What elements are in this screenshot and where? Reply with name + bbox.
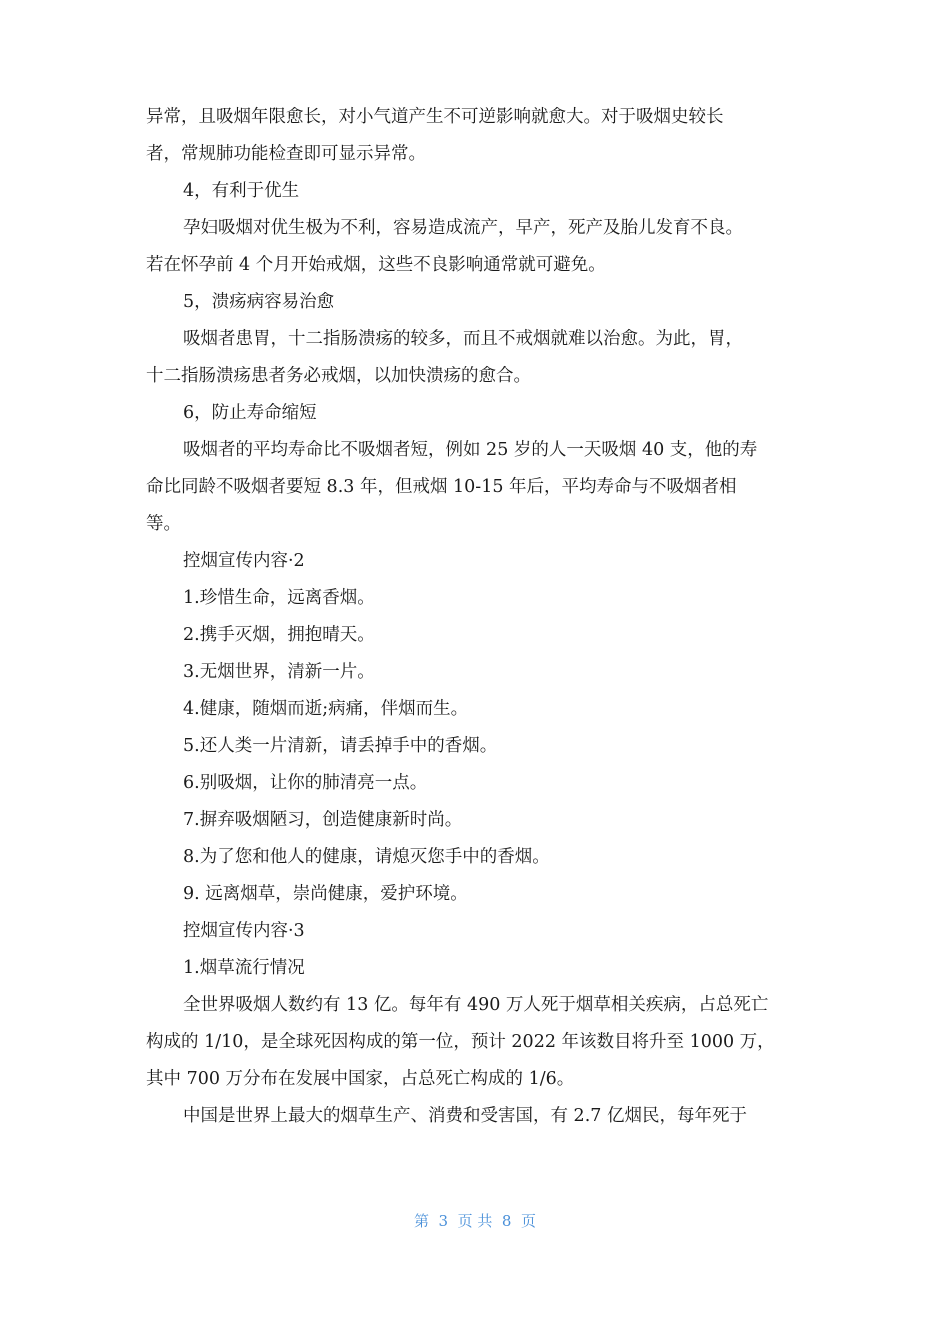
- text-line: 孕妇吸烟对优生极为不利，容易造成流产，早产，死产及胎儿发育不良。: [183, 218, 743, 238]
- text-line: 6，防止寿命缩短: [183, 403, 317, 423]
- text-line: 中国是世界上最大的烟草生产、消费和受害国，有 2.7 亿烟民，每年死于: [183, 1106, 747, 1126]
- text-line: 异常，且吸烟年限愈长，对小气道产生不可逆影响就愈大。对于吸烟史较长: [146, 107, 724, 127]
- text-line: 吸烟者患胃，十二指肠溃疡的较多，而且不戒烟就难以治愈。为此，胃，: [183, 329, 743, 349]
- text-line: 7.摒弃吸烟陋习，创造健康新时尚。: [183, 810, 463, 830]
- text-line: 全世界吸烟人数约有 13 亿。每年有 490 万人死于烟草相关疾病，占总死亡: [183, 995, 769, 1015]
- text-line: 3.无烟世界，清新一片。: [183, 662, 375, 682]
- text-line: 命比同龄不吸烟者要短 8.3 年，但戒烟 10-15 年后，平均寿命与不吸烟者相: [146, 477, 737, 497]
- text-line: 2.携手灭烟，拥抱晴天。: [183, 625, 375, 645]
- text-line: 若在怀孕前 4 个月开始戒烟，这些不良影响通常就可避免。: [146, 255, 606, 275]
- text-line: 控烟宣传内容·2: [183, 551, 305, 571]
- text-line: 9. 远离烟草，崇尚健康，爱护环境。: [183, 884, 468, 904]
- text-line: 十二指肠溃疡患者务必戒烟，以加快溃疡的愈合。: [146, 366, 531, 386]
- text-line: 等。: [146, 514, 181, 534]
- text-line: 4，有利于优生: [183, 181, 300, 201]
- text-line: 者，常规肺功能检查即可显示异常。: [146, 144, 426, 164]
- text-line: 8.为了您和他人的健康，请熄灭您手中的香烟。: [183, 847, 550, 867]
- text-line: 控烟宣传内容·3: [183, 921, 305, 941]
- text-line: 1.珍惜生命，远离香烟。: [183, 588, 375, 608]
- text-line: 吸烟者的平均寿命比不吸烟者短，例如 25 岁的人一天吸烟 40 支，他的寿: [183, 440, 758, 460]
- text-line: 其中 700 万分布在发展中国家，占总死亡构成的 1/6。: [146, 1069, 575, 1089]
- text-line: 1.烟草流行情况: [183, 958, 305, 978]
- text-line: 构成的 1/10，是全球死因构成的第一位，预计 2022 年该数目将升至 1000 万，: [146, 1032, 775, 1052]
- text-line: 6.别吸烟，让你的肺清亮一点。: [183, 773, 428, 793]
- text-line: 4.健康，随烟而逝;病痛，伴烟而生。: [183, 699, 469, 719]
- document-body: [146, 99, 808, 1135]
- text-line: 5，溃疡病容易治愈: [183, 292, 335, 312]
- text-line: 5.还人类一片清新，请丢掉手中的香烟。: [183, 736, 498, 756]
- page-number-footer: 第 3 页 共 8 页: [414, 1212, 536, 1230]
